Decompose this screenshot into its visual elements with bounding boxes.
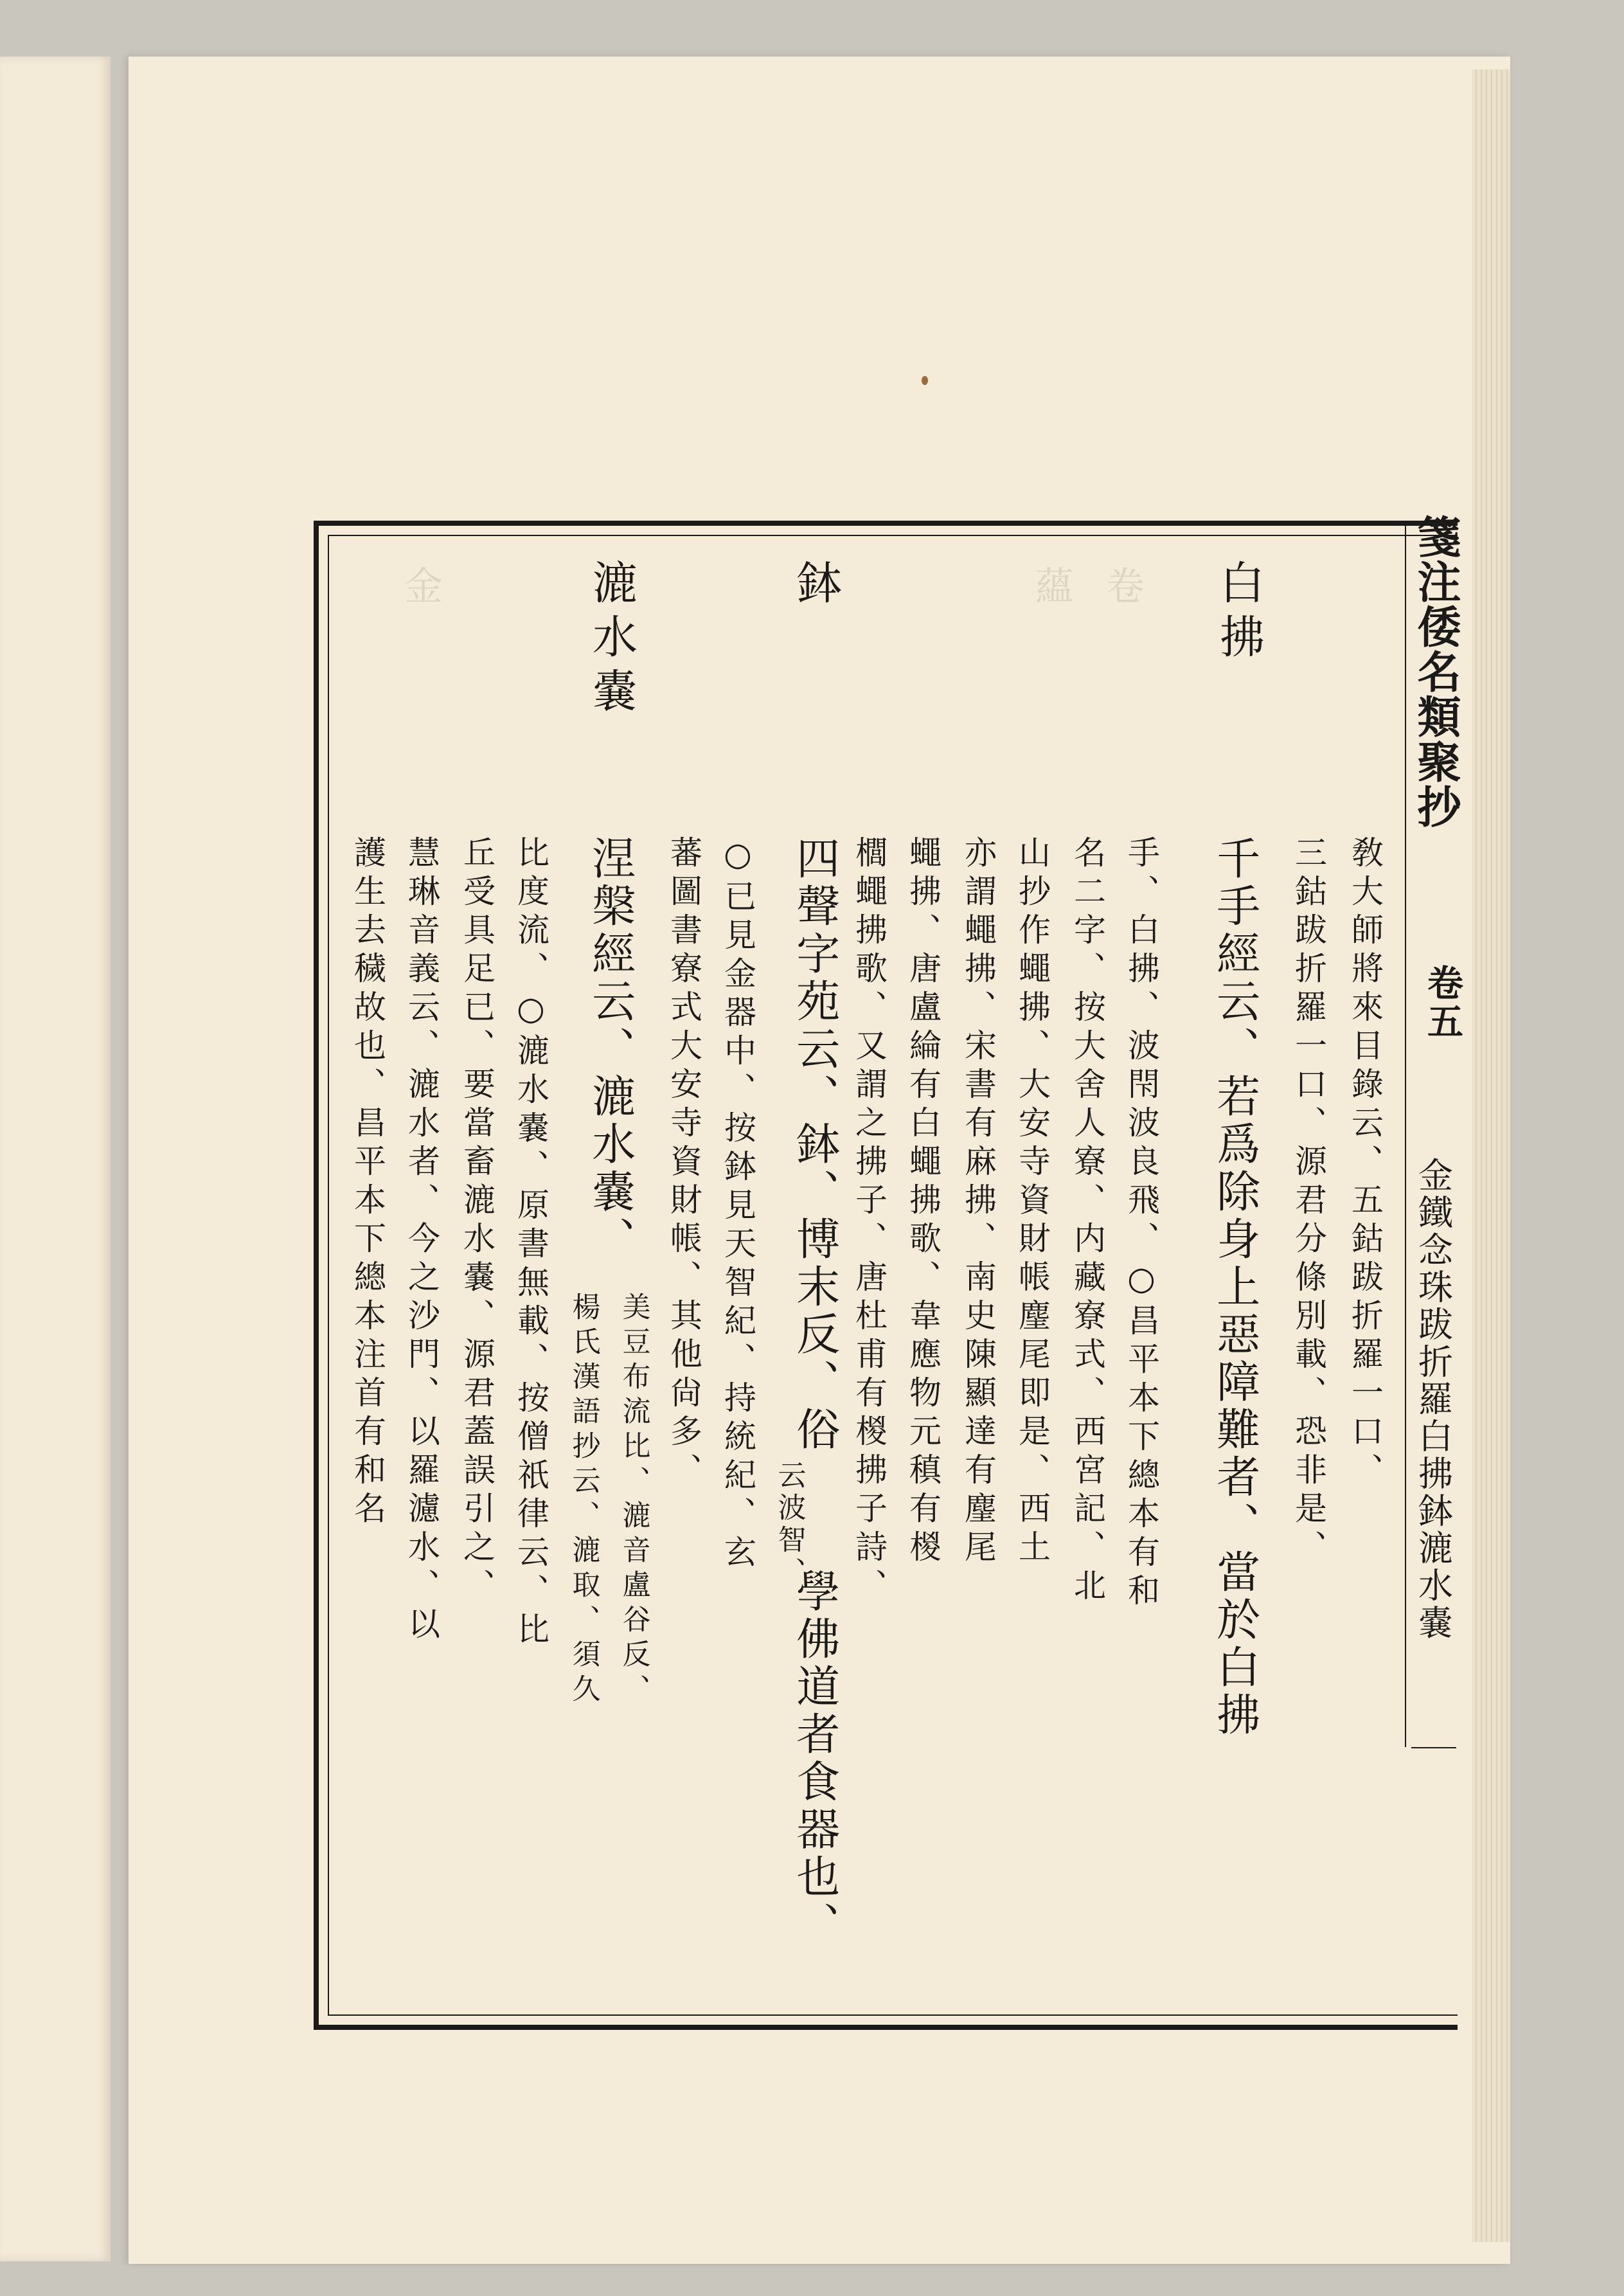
text-column: 涅槃經云、漉水嚢、 <box>584 836 636 1264</box>
text-column-inline-note: 楊氏漢語抄云、漉取、須久 <box>567 1292 600 1709</box>
bleed-through-text: 卷 <box>1100 566 1145 616</box>
text-column: 學佛道者食器也、 <box>789 1568 840 1949</box>
text-column: 蠅拂、唐盧綸有白蠅拂歌、韋應物元稹有椶 <box>904 836 941 1568</box>
text-column: 比度流、○漉水嚢、原書無載、按僧祇律云、比 <box>512 836 549 1651</box>
entry-heading: 白拂 <box>1212 559 1265 667</box>
margin-rule <box>1405 526 1406 1747</box>
entry-heading: 漉水嚢 <box>585 559 638 721</box>
margin-rule-tick <box>1411 1747 1456 1748</box>
text-column: 山抄作蠅拂、大安寺資財帳麈尾即是、西土 <box>1013 836 1051 1568</box>
page-edges <box>1472 69 1510 2242</box>
text-column: 手、白拂、波閇波良飛、○昌平本下總本有和 <box>1123 836 1160 1612</box>
margin-chapter-heading: 金鐵念珠跋折羅白拂鉢漉水嚢 <box>1413 1157 1454 1642</box>
left-facing-page <box>0 57 111 2261</box>
text-column-inline-note: 云波智、 <box>772 1460 806 1589</box>
text-column: 四聲字苑云、鉢、博末反、俗 <box>789 836 840 1454</box>
text-column-inline-note: 美豆布流比、漉音盧谷反、 <box>617 1292 650 1709</box>
bleed-through-text: 蘊 <box>1029 566 1074 616</box>
text-column: ○已見金器中、按鉢見天智紀、持統紀、玄 <box>719 836 756 1574</box>
text-column: 三鈷跋折羅一口、源君分條別載、恐非是、 <box>1290 836 1327 1568</box>
text-column: 亦謂蠅拂、宋書有麻拂、南史陳顯達有麈尾 <box>959 836 997 1568</box>
text-column: 慧琳音義云、漉水者、今之沙門、以羅濾水、以 <box>403 836 440 1646</box>
text-column: 護生去穢故也、昌平本下總本注首有和名 <box>349 836 386 1530</box>
entry-heading: 鉢 <box>789 559 843 613</box>
text-column: 敎大師將來目錄云、五鈷跋折羅一口、 <box>1346 836 1384 1491</box>
text-column: 丘受具足已、要當畜漉水嚢、源君蓋誤引之、 <box>458 836 495 1607</box>
text-column: 名二字、按大舍人寮、内藏寮式、西宮記、北 <box>1069 836 1106 1607</box>
text-column: 千手經云、若爲除身上惡障難者、當於白拂 <box>1209 836 1260 1739</box>
text-column: 蕃圖書寮式大安寺資財帳、其他尙多、 <box>665 836 702 1491</box>
text-column: 櫚蠅拂歌、又謂之拂子、唐杜甫有椶拂子詩、 <box>850 836 888 1607</box>
margin-volume: 卷五 <box>1422 964 1464 1041</box>
bleed-through-text: 金 <box>398 566 443 616</box>
paper-spot <box>922 376 928 385</box>
margin-book-title: 箋注倭名類聚抄 <box>1410 514 1461 829</box>
